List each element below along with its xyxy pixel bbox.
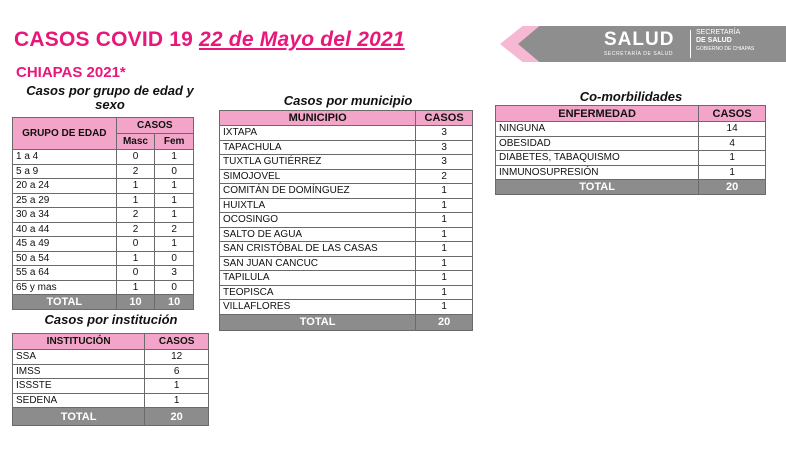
logo-secretaria xyxy=(696,29,754,53)
masc-cell: 2 xyxy=(116,164,155,179)
age-group-cell: 50 a 54 xyxy=(13,251,117,266)
table-row xyxy=(13,222,194,237)
cases-cell: 1 xyxy=(416,256,473,271)
comorb-col-disease: ENFERMEDAD xyxy=(496,106,699,122)
fem-cell: 3 xyxy=(155,266,194,281)
fem-cell: 1 xyxy=(155,237,194,252)
institution-cell: SEDENA xyxy=(13,393,145,408)
table-row xyxy=(13,280,194,295)
municipality-cell: SAN CRISTÓBAL DE LAS CASAS xyxy=(220,242,416,257)
table-row xyxy=(13,237,194,252)
cases-cell: 3 xyxy=(416,140,473,155)
total-label: TOTAL xyxy=(496,180,699,195)
inst-col-name: INSTITUCIÓN xyxy=(13,334,145,350)
masc-cell: 1 xyxy=(116,280,155,295)
table-row xyxy=(220,271,473,286)
table-row xyxy=(220,300,473,315)
municipality-cell: TUXTLA GUTIÉRREZ xyxy=(220,155,416,170)
total-value: 20 xyxy=(699,180,766,195)
table-row xyxy=(220,285,473,300)
institution-cell: SSA xyxy=(13,350,145,365)
age-group-cell: 65 y mas xyxy=(13,280,117,295)
table-row xyxy=(13,393,209,408)
cases-cell: 6 xyxy=(145,364,209,379)
municipality-cell: VILLAFLORES xyxy=(220,300,416,315)
total-row xyxy=(13,408,209,426)
comorbidity-table xyxy=(495,105,766,195)
institution-table-title: Casos por institución xyxy=(44,312,178,327)
fem-cell: 1 xyxy=(155,150,194,165)
logo-line-3: GOBIERNO DE CHIAPAS xyxy=(696,46,755,52)
municipality-cell: TAPILULA xyxy=(220,271,416,286)
age-group-cell: 55 a 64 xyxy=(13,266,117,281)
age-group-cell: 30 a 34 xyxy=(13,208,117,223)
page-title xyxy=(14,28,405,52)
table-row xyxy=(496,151,766,166)
logo-divider xyxy=(690,30,691,58)
cases-cell: 14 xyxy=(699,122,766,137)
masc-cell: 0 xyxy=(116,150,155,165)
cases-cell: 1 xyxy=(416,300,473,315)
comorbidity-table-title: Co-morbilidades xyxy=(579,89,683,104)
age-group-cell: 20 a 24 xyxy=(13,179,117,194)
table-row xyxy=(13,193,194,208)
age-group-cell: 40 a 44 xyxy=(13,222,117,237)
age-group-cell: 25 a 29 xyxy=(13,193,117,208)
municipality-cell: SAN JUAN CANCUC xyxy=(220,256,416,271)
table-row xyxy=(496,122,766,137)
comorb-col-cases: CASOS xyxy=(699,106,766,122)
age-group-cell: 5 a 9 xyxy=(13,164,117,179)
masc-cell: 1 xyxy=(116,193,155,208)
masc-cell: 0 xyxy=(116,266,155,281)
total-value: 20 xyxy=(416,314,473,330)
cases-cell: 1 xyxy=(416,227,473,242)
municipality-table xyxy=(219,110,473,331)
institution-cell: ISSSTE xyxy=(13,379,145,394)
cases-cell: 3 xyxy=(416,126,473,141)
mun-col-cases: CASOS xyxy=(416,111,473,126)
age-group-cell: 1 a 4 xyxy=(13,150,117,165)
age-col-group: GRUPO DE EDAD xyxy=(13,118,117,150)
cases-cell: 2 xyxy=(416,169,473,184)
age-col-cases: CASOS xyxy=(116,118,193,134)
total-fem: 10 xyxy=(155,295,194,310)
disease-cell: DIABETES, TABAQUISMO xyxy=(496,151,699,166)
table-row xyxy=(220,242,473,257)
state-subtitle: CHIAPAS 2021* xyxy=(16,64,126,81)
municipality-cell: IXTAPA xyxy=(220,126,416,141)
table-row xyxy=(496,136,766,151)
total-row xyxy=(13,295,194,310)
cases-cell: 3 xyxy=(416,155,473,170)
table-row xyxy=(220,140,473,155)
disease-cell: INMUNOSUPRESIÓN xyxy=(496,165,699,180)
masc-cell: 2 xyxy=(116,208,155,223)
age-table xyxy=(12,117,194,310)
table-row xyxy=(13,266,194,281)
fem-cell: 1 xyxy=(155,208,194,223)
disease-cell: NINGUNA xyxy=(496,122,699,137)
title-date: 22 de Mayo del 2021 xyxy=(199,28,405,51)
masc-cell: 1 xyxy=(116,251,155,266)
table-row xyxy=(13,164,194,179)
table-row xyxy=(220,155,473,170)
cases-cell: 1 xyxy=(416,285,473,300)
cases-cell: 1 xyxy=(416,198,473,213)
table-row xyxy=(13,179,194,194)
municipality-cell: SIMOJOVEL xyxy=(220,169,416,184)
cases-cell: 1 xyxy=(416,242,473,257)
table-row xyxy=(13,364,209,379)
table-row xyxy=(220,198,473,213)
municipality-cell: OCOSINGO xyxy=(220,213,416,228)
age-group-cell: 45 a 49 xyxy=(13,237,117,252)
municipality-table-title: Casos por municipio xyxy=(283,93,413,108)
logo-line-1: SECRETARÍA xyxy=(696,29,741,36)
fem-cell: 1 xyxy=(155,193,194,208)
institution-cell: IMSS xyxy=(13,364,145,379)
municipality-cell: TEOPISCA xyxy=(220,285,416,300)
salud-logo xyxy=(500,24,786,64)
cases-cell: 1 xyxy=(416,213,473,228)
table-row xyxy=(13,251,194,266)
cases-cell: 1 xyxy=(145,379,209,394)
table-row xyxy=(220,184,473,199)
cases-cell: 1 xyxy=(416,184,473,199)
table-row xyxy=(220,213,473,228)
table-row xyxy=(220,256,473,271)
cases-cell: 1 xyxy=(145,393,209,408)
table-row xyxy=(220,227,473,242)
table-row xyxy=(220,126,473,141)
total-label: TOTAL xyxy=(13,408,145,426)
logo-salud-text: SALUD xyxy=(604,29,675,50)
logo-line-2: DE SALUD xyxy=(696,37,732,44)
cases-cell: 12 xyxy=(145,350,209,365)
municipality-cell: TAPACHULA xyxy=(220,140,416,155)
total-label: TOTAL xyxy=(220,314,416,330)
fem-cell: 0 xyxy=(155,280,194,295)
cases-cell: 4 xyxy=(699,136,766,151)
logo-salud-subtext: SECRETARÍA DE SALUD xyxy=(604,51,674,57)
fem-cell: 0 xyxy=(155,164,194,179)
fem-cell: 2 xyxy=(155,222,194,237)
total-row xyxy=(220,314,473,330)
disease-cell: OBESIDAD xyxy=(496,136,699,151)
title-text: CASOS COVID 19 xyxy=(14,28,194,51)
table-row xyxy=(13,350,209,365)
masc-cell: 0 xyxy=(116,237,155,252)
municipality-cell: SALTO DE AGUA xyxy=(220,227,416,242)
age-table-title: Casos por grupo de edad y sexo xyxy=(26,83,194,112)
table-row xyxy=(220,169,473,184)
masc-cell: 1 xyxy=(116,179,155,194)
fem-cell: 0 xyxy=(155,251,194,266)
table-row xyxy=(13,150,194,165)
institution-table xyxy=(12,333,209,426)
masc-cell: 2 xyxy=(116,222,155,237)
municipality-cell: HUIXTLA xyxy=(220,198,416,213)
table-row xyxy=(13,208,194,223)
table-row xyxy=(496,165,766,180)
total-masc: 10 xyxy=(116,295,155,310)
table-row xyxy=(13,379,209,394)
inst-col-cases: CASOS xyxy=(145,334,209,350)
total-label: TOTAL xyxy=(13,295,117,310)
age-col-fem: Fem xyxy=(155,134,194,150)
fem-cell: 1 xyxy=(155,179,194,194)
municipality-cell: COMITÁN DE DOMÍNGUEZ xyxy=(220,184,416,199)
total-row xyxy=(496,180,766,195)
cases-cell: 1 xyxy=(416,271,473,286)
total-value: 20 xyxy=(145,408,209,426)
age-col-masc: Masc xyxy=(116,134,155,150)
mun-col-name: MUNICIPIO xyxy=(220,111,416,126)
cases-cell: 1 xyxy=(699,151,766,166)
cases-cell: 1 xyxy=(699,165,766,180)
